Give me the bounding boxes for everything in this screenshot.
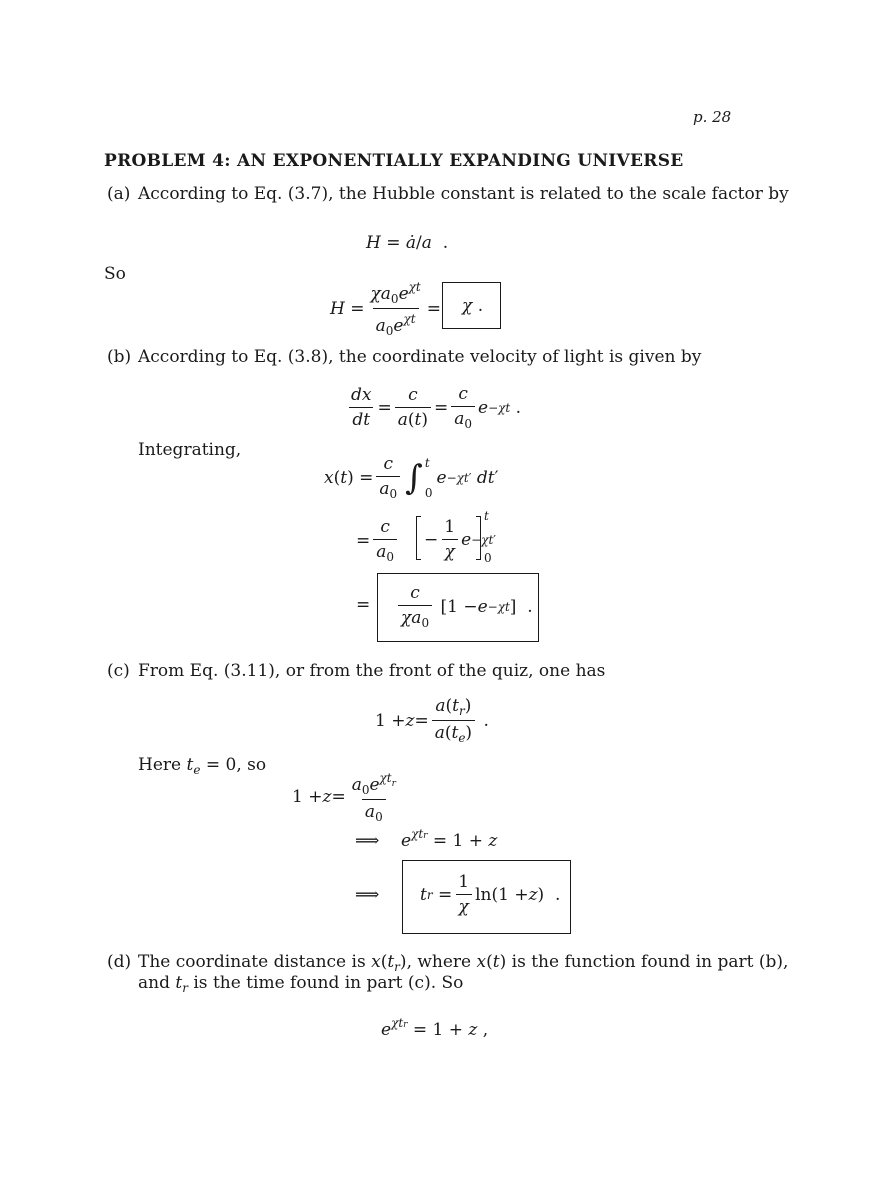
eq-hubble-result: H = $\frac{\chi a_0e^{\chi t}}{a_0e^{\chi t}}$ = [330,280,441,338]
limit-lower: 0 [484,551,492,565]
answer-c-tr: t r = $\frac{1}{\chi}$ ln(1 + z ) . [420,872,561,917]
page-number: p. 28 [693,108,732,126]
right-bracket [476,516,481,560]
part-c-text: From Eq. (3.11), or from the front of the quiz, one has [138,661,606,681]
part-b-label: (b) [107,347,132,367]
part-a-label: (a) [107,184,131,204]
answer-a-chi: χ . [462,296,484,316]
so-text: So [104,264,126,284]
eq-hubble-definition: H = ȧ/a . [366,233,449,253]
here-te-text: Here $t_e = 0$, so [138,755,267,777]
part-b-text: According to Eq. (3.8), the coordinate velocity of light is given by [138,347,702,367]
eq-redshift: 1 + z = $\frac{a(t_r)}{a(t_e)}$ . [375,696,489,745]
left-bracket [416,516,421,560]
eq-exp-tr: $e^{\chi tr} = 1 + z$ , [381,1016,489,1040]
part-c-label: (c) [107,661,130,681]
eq-light-velocity: $\frac{dx}{dt}$ = $\frac{c}{a(t)}$ = $\frac{c}{a_0}$ e −χt . [351,384,522,431]
problem-heading: PROBLEM 4: AN EXPONENTIALLY EXPANDING UNIVERSE [104,151,684,171]
limit-upper: t [484,509,489,523]
part-d-line1: The coordinate distance is $x(t_r)$, where x(t) is the function found in part (b), [138,952,789,974]
integrating-text: Integrating, [138,440,242,460]
eq-x-evaluated-inner: − $\frac{1}{\chi}$ e −χt′ [424,517,497,562]
part-a-text: According to Eq. (3.7), the Hubble constant is related to the scale factor by [138,184,789,204]
eq-equals-final: = [356,595,371,615]
part-d-label: (d) [107,952,132,972]
eq-x-integral: x ( t ) = $\frac{c}{a_0}$ ∫ t 0 e −χt′ dt ′ [324,454,499,501]
part-d-line2: and $t_r$ is the time found in part (c). So [138,973,464,995]
eq-x-evaluated: = $\frac{c}{a_0}$ [356,519,400,563]
answer-b-x: $\frac{c}{\chi a_0}$ [1 − e −χt ] . [395,585,533,629]
eq-implies-2: ⟹ [355,885,380,905]
eq-implies-1: ⟹ $e^{\chi tr} = 1 + z$ [355,827,498,851]
eq-redshift-substituted: 1 + z = $\frac{a_0e^{\chi t_r}}{a_0}$ [292,771,396,824]
